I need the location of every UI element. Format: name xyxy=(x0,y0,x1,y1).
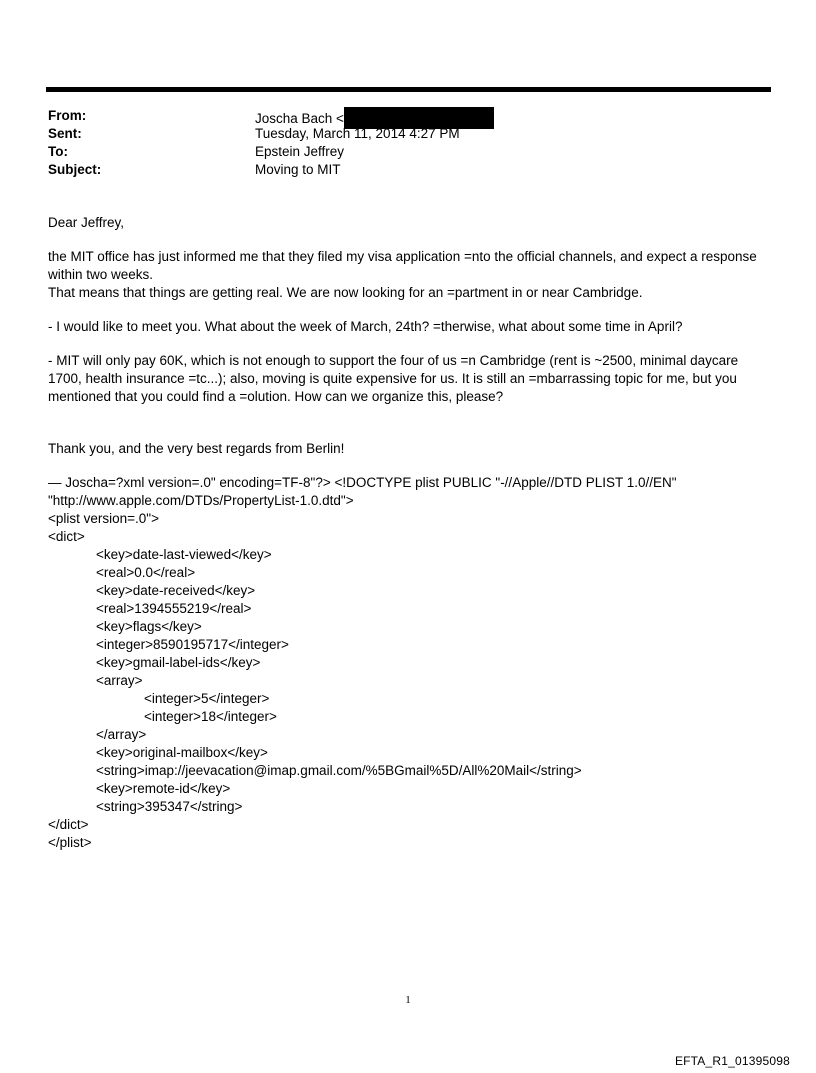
plist-line-3: <plist version=.0"> xyxy=(48,511,159,526)
plist-line-20: </dict> xyxy=(48,817,89,832)
paragraph-3-line-2: 1700, health insurance =tc...); also, moving is quite expensive for us. It is still an =mbarrassing topic for me, but you xyxy=(48,371,737,386)
subject-label: Subject: xyxy=(48,162,102,177)
from-label: From: xyxy=(48,108,87,123)
plist-line-16: <key>original-mailbox</key> xyxy=(96,745,268,760)
to-row xyxy=(48,143,768,161)
plist-line-12: <array> xyxy=(96,673,143,688)
plist-line-2: "http://www.apple.com/DTDs/PropertyList-1.0.dtd"> xyxy=(48,493,354,508)
plist-line-17: <string>imap://jeevacation@imap.gmail.com/%5BGmail%5D/All%20Mail</string> xyxy=(96,763,582,778)
paragraph-3-line-1: - MIT will only pay 60K, which is not enough to support the four of us =n Cambridge (rent is ~2500, minimal daycare xyxy=(48,353,739,368)
email-body xyxy=(48,214,768,852)
plist-line-6: <real>0.0</real> xyxy=(96,565,196,580)
paragraph-2: - I would like to meet you. What about the week of March, 24th? =therwise, what about some time in April? xyxy=(48,319,683,334)
plist-line-1: — Joscha=?xml version=.0" encoding=TF-8"?> <!DOCTYPE plist PUBLIC "-//Apple//DTD PLIST 1.0//EN" xyxy=(48,475,677,490)
bates-number: EFTA_R1_01395098 xyxy=(674,1054,790,1068)
plist-line-18: <key>remote-id</key> xyxy=(96,781,231,796)
sent-value: Tuesday, March 11, 2014 4:27 PM xyxy=(255,126,460,141)
plist-line-4: <dict> xyxy=(48,529,85,544)
page-number: 1 xyxy=(405,994,411,1006)
sent-label: Sent: xyxy=(48,126,82,141)
plist-line-13: <integer>5</integer> xyxy=(144,691,270,706)
subject-row xyxy=(48,161,768,179)
sender-name: Joscha Bach < xyxy=(255,111,344,126)
paragraph-1-line-2: within two weeks. xyxy=(48,267,154,282)
plist-line-15: </array> xyxy=(96,727,147,742)
to-value: Epstein Jeffrey xyxy=(255,144,345,159)
sent-row xyxy=(48,125,768,143)
plist-line-9: <key>flags</key> xyxy=(96,619,202,634)
paragraph-1-line-1: the MIT office has just informed me that they filed my visa application =nto the official channels, and expect a response xyxy=(48,249,757,264)
plist-line-19: <string>395347</string> xyxy=(96,799,243,814)
header-divider xyxy=(46,87,771,92)
subject-value: Moving to MIT xyxy=(255,162,341,177)
plist-line-10: <integer>8590195717</integer> xyxy=(96,637,289,652)
closing: Thank you, and the very best regards from Berlin! xyxy=(48,441,345,456)
email-header xyxy=(48,107,768,179)
plist-line-21: </plist> xyxy=(48,835,92,850)
paragraph-3-line-3: mentioned that you could find a =olution. How can we organize this, please? xyxy=(48,389,504,404)
plist-line-5: <key>date-last-viewed</key> xyxy=(96,547,272,562)
plist-line-8: <real>1394555219</real> xyxy=(96,601,252,616)
greeting: Dear Jeffrey, xyxy=(48,215,125,230)
plist-line-7: <key>date-received</key> xyxy=(96,583,256,598)
to-label: To: xyxy=(48,144,68,159)
plist-line-14: <integer>18</integer> xyxy=(144,709,277,724)
paragraph-1-line-3: That means that things are getting real. We are now looking for an =partment in or near Cambridge. xyxy=(48,285,643,300)
plist-line-11: <key>gmail-label-ids</key> xyxy=(96,655,261,670)
from-row xyxy=(48,107,768,125)
